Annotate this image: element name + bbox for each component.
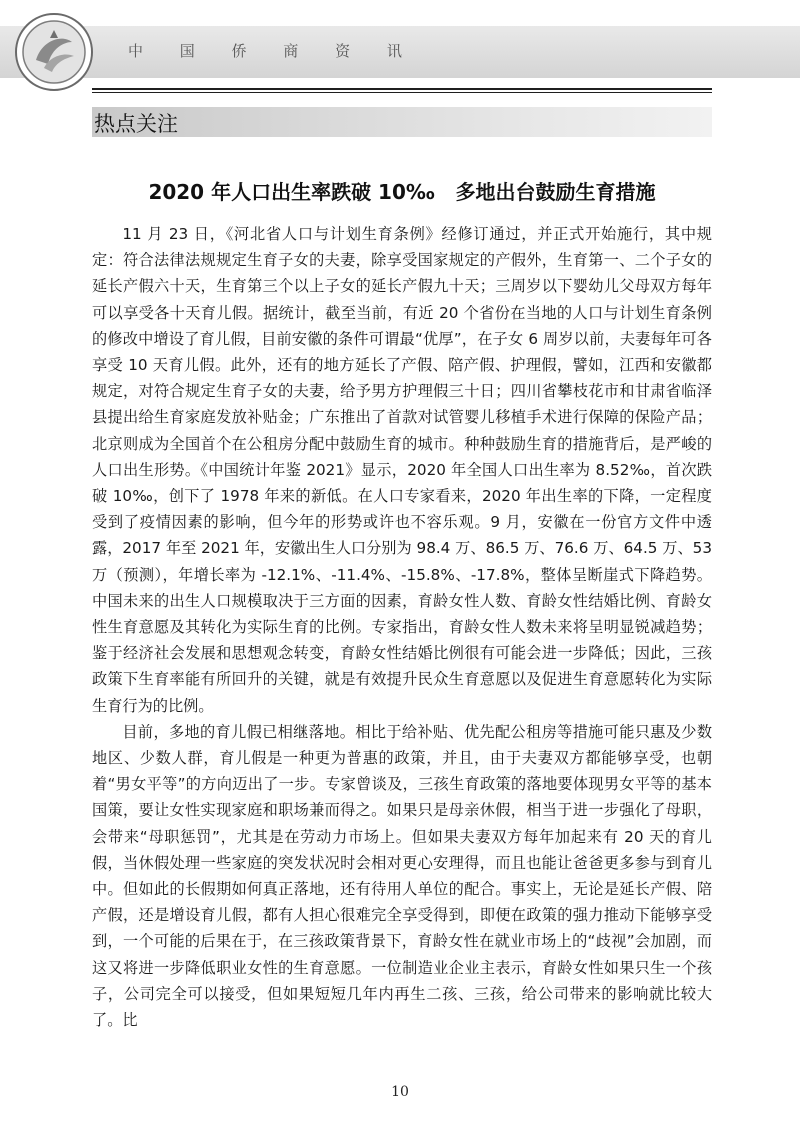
- header-rule-thick: [92, 88, 712, 90]
- section-title: 热点关注: [94, 112, 178, 136]
- magazine-logo: [14, 12, 94, 92]
- section-bar: [92, 107, 712, 137]
- magazine-title: 中 国 侨 商 资 讯: [128, 42, 418, 60]
- page-number: 10: [391, 1084, 409, 1100]
- header-rule-thin: [92, 92, 712, 93]
- article-title: 2020 年人口出生率跌破 10‰ 多地出台鼓励生育措施: [148, 180, 656, 204]
- paragraph: 目前，多地的育儿假已相继落地。相比于给补贴、优先配公租房等措施可能只惠及少数地区、少数人群，育儿假是一种更为普惠的政策，并且，由于夫妻双方都能够享受，也朝着“男女平等”的方向迈出了一步。专家曾谈及，三孩生育政策的落地要体现男女平等的基本国策，要让女性实现家庭和职场兼而得之。如果只是母亲休假，相当于进一步强化了母职，会带来“母职惩罚”，尤其是在劳动力市场上。但如果夫妻双方每年加起来有 20 天的育儿假，当休假处理一些家庭的突发状况时会相对更心安理得，而且也能让爸爸更多参与到育儿中。但如此的长假期如何真正落地，还有待用人单位的配合。事实上，无论是延长产假、陪产假，还是增设育儿假，都有人担心很难完全享受得到，即便在政策的强力推动下能够享受到，一个可能的后果在于，在三孩政策背景下，育龄女性在就业市场上的“歧视”会加剧，而这又将进一步降低职业女性的生育意愿。一位制造业企业主表示，育龄女性如果只生一个孩子，公司完全可以接受，但如果短短几年内再生二孩、三孩，给公司带来的影响就比较大了。比: [92, 722, 712, 1030]
- paragraph: 11 月 23 日，《河北省人口与计划生育条例》经修订通过，并正式开始施行，其中规定：符合法律法规规定生育子女的夫妻，除享受国家规定的产假外，生育第一、二个子女的延长产假六十天，生育第三个以上子女的延长产假九十天；三周岁以下婴幼儿父母双方每年可以享受各十天育儿假。据统计，截至当前，有近 20 个省份在当地的人口与计划生育条例的修改中增设了育儿假，目前安徽的条件可谓最“优厚”，在子女 6 周岁以前，夫妻每年可各享受 10 天育儿假。此外，还有的地方延长了产假、陪产假、护理假，譬如，江西和安徽都规定，对符合规定生育子女的夫妻，给予男方护理假三十日；四川省攀枝花市和甘肃省临泽县提出给生育家庭发放补贴金；广东推出了首款对试管婴儿移植手术进行保障的保险产品；北京则成为全国首个在公租房分配中鼓励生育的城市。种种鼓励生育的措施背后，是严峻的人口出生形势。《中国统计年鉴 2021》显示，2020 年全国人口出生率为 8.52‰，首次跌破 10‰，创下了 1978 年来的新低。在人口专家看来，2020 年出生率的下降，一定程度受到了疫情因素的影响，但今年的形势或许也不容乐观。9 月，安徽在一份官方文件中透露，2017 年至 2021 年，安徽出生人口分别为 98.4 万、86.5 万、76.6 万、64.5 万、53 万（预测），年增长率为 -12.1%、-11.4%、-15.8%、-17.8%，整体呈断崖式下降趋势。中国未来的出生人口规模取决于三方面的因素，育龄女性人数、育龄女性结婚比例、育龄女性生育意愿及其转化为实际生育的比例。专家指出，育龄女性人数未来将呈明显锐减趋势；鉴于经济社会发展和思想观念转变，育龄女性结婚比例很有可能会进一步降低；因此，三孩政策下生育率能有所回升的关键，就是有效提升民众生育意愿以及促进生育意愿转化为实际生育行为的比例。: [92, 225, 712, 715]
- article-body: [92, 221, 712, 1033]
